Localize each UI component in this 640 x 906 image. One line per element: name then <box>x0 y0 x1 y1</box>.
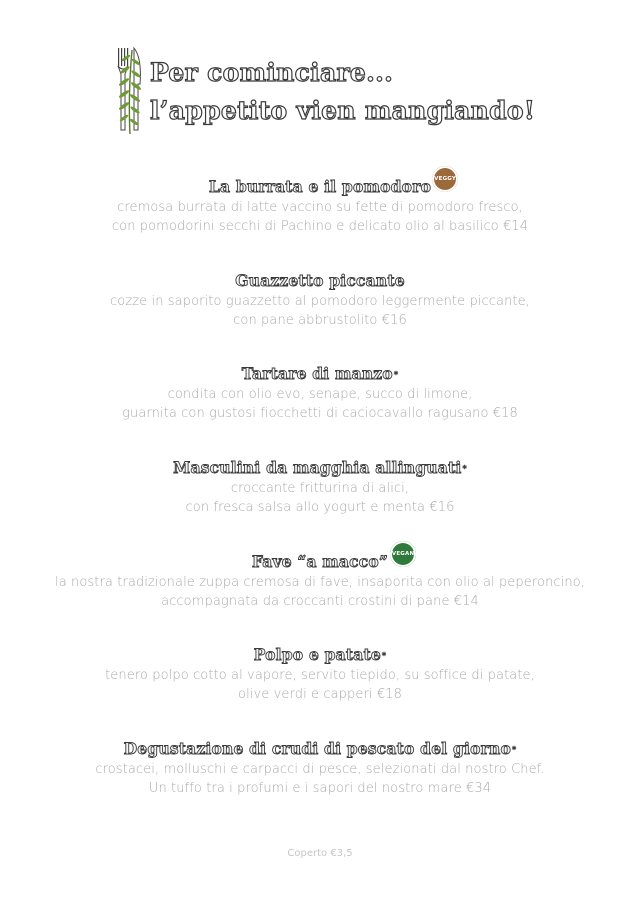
dish-description-line-1: tenero polpo cotto al vapore, servito tiepido, su soffice di patate, <box>105 668 535 683</box>
dish-description-line-2: con fresca salsa allo yogurt e menta €16 <box>185 500 455 515</box>
dish-name <box>124 738 517 760</box>
cutlery-rosemary-icon <box>112 44 148 136</box>
menu-item-polpo <box>0 644 640 704</box>
dish-description-line-1: la nostra tradizionale zuppa cremosa di fave, insaporita con olio al peperoncino, <box>54 575 585 590</box>
menu-item-masculini <box>0 457 640 517</box>
dish-name-text: Degustazione di crudi di pescato del giorno <box>123 739 511 758</box>
dish-description-line-1: crostacei, molluschi e carpacci di pesce, selezionati dal nostro Chef. <box>95 762 545 777</box>
veggy-badge-icon: VEGGY <box>432 166 458 192</box>
menu-title-line-1: Per cominciare... <box>150 58 394 87</box>
cover-charge: Coperto €3,5 <box>287 848 353 859</box>
vegan-badge-icon: VEGAN <box>390 541 416 567</box>
dish-name <box>235 270 405 292</box>
dish-name-text: Fave “a macco” <box>251 552 389 571</box>
dish-name <box>208 176 457 198</box>
dish-name <box>251 551 415 573</box>
dish-name-text: Masculini da magghia allinguati <box>173 458 462 477</box>
dish-description-line-1: condita con olio evo, senape, succo di limone, <box>167 387 473 402</box>
dish-name <box>173 457 467 479</box>
menu-item-fave <box>0 551 640 611</box>
dish-description-line-2: guarnita con gustosi fiocchetti di caciocavallo ragusano €18 <box>122 406 518 421</box>
dish-name-text: La burrata e il pomodoro <box>208 177 432 196</box>
dish-description-line-2: con pomodorini secchi di Pachino e delicato olio al basilico €14 <box>111 219 529 234</box>
menu-item-tartare <box>0 363 640 423</box>
frozen-star-mark: * <box>381 650 387 660</box>
dish-description-line-2: olive verdi e capperi €18 <box>238 687 402 702</box>
dish-description-line-1: cozze in saporito guazzetto al pomodoro leggermente piccante, <box>110 294 530 309</box>
dish-name-text: Tartare di manzo <box>241 364 393 383</box>
frozen-star-mark: * <box>462 463 467 473</box>
menu-title-line-2: l’appetito vien mangiando! <box>150 96 536 125</box>
dish-description-line-1: croccante fritturina di alici, <box>230 481 410 496</box>
frozen-star-mark: * <box>511 744 517 754</box>
dish-description-line-2: con pane abbrustolito €16 <box>233 313 407 328</box>
dish-description-line-2: Un tuffo tra i profumi e i sapori del nostro mare €34 <box>148 781 492 796</box>
dish-description-line-2: accompagnata da croccanti crostini di pane €14 <box>161 594 479 609</box>
dish-name-text: Guazzetto piccante <box>235 271 405 290</box>
frozen-star-mark: * <box>393 369 399 379</box>
dish-name <box>254 644 387 666</box>
menu-item-guazzetto <box>0 270 640 330</box>
dish-description-line-1: cremosa burrata di latte vaccino su fette di pomodoro fresco, <box>117 200 523 215</box>
menu-item-degustazione <box>0 738 640 798</box>
dish-name-text: Polpo e patate <box>253 645 381 664</box>
menu-header <box>112 44 536 136</box>
dish-name <box>242 363 398 385</box>
menu-item-burrata <box>0 176 640 236</box>
